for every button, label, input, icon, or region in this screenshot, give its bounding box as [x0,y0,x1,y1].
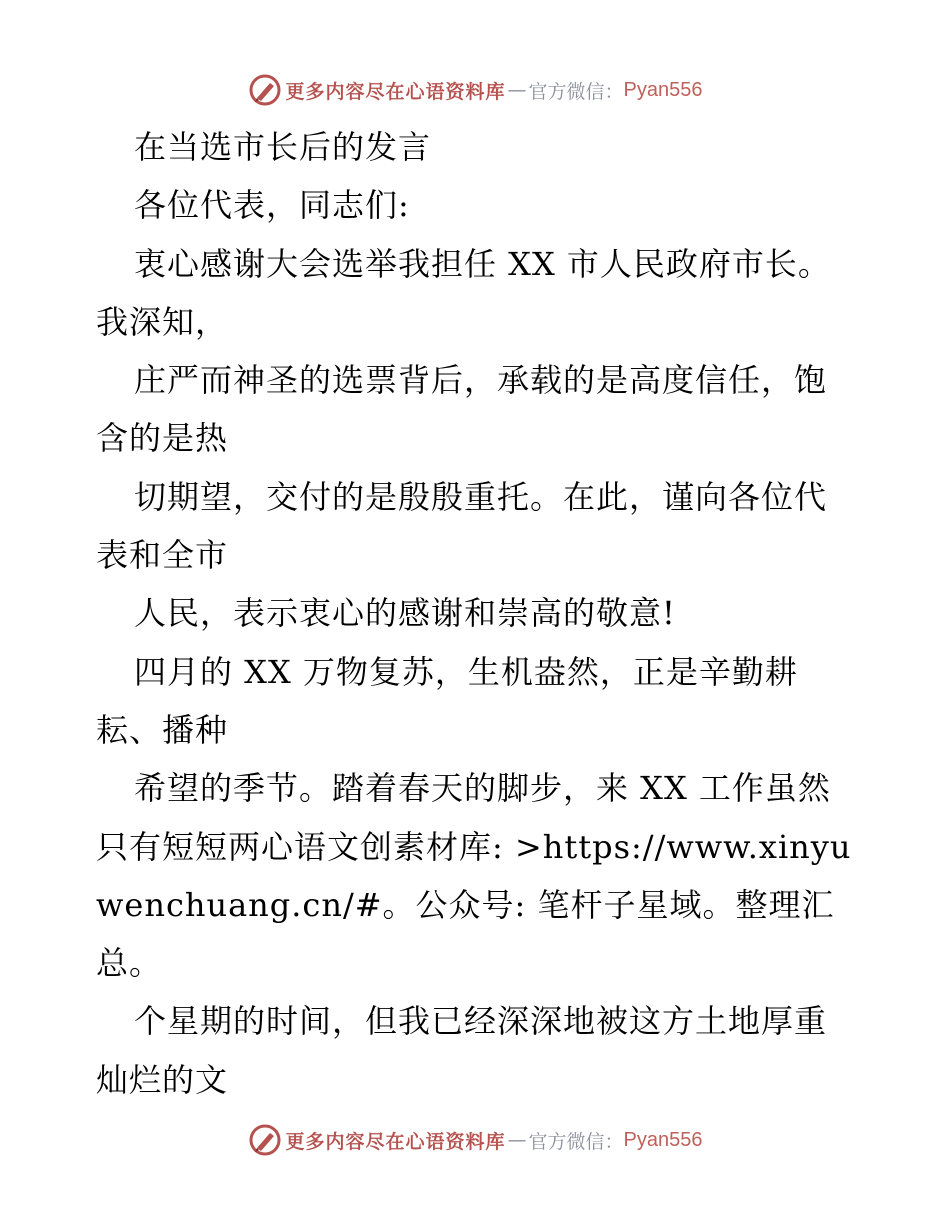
watermark-sub-text: 官方微信： [528,1130,624,1153]
header-watermark [0,70,950,110]
pen-logo-icon [248,1123,282,1157]
paragraph: 衷心感谢大会选举我担任 XX 市人民政府市长。我深知， [96,244,831,341]
document-title: 在当选市长后的发言 [134,128,432,166]
paragraph: 希望的季节。踏着春天的脚步，来 XX 工作虽然只有短短两心语文创素材库: >https://www.xinyuwenchuang.cn/#。公众号: 笔杆子星域。整理汇总。 [96,769,852,983]
footer-watermark [0,1120,950,1160]
watermark-sub-text: 官方微信： [528,80,624,103]
pen-logo-icon [248,73,282,107]
paragraph: 庄严而神圣的选票背后，承载的是高度信任，饱含的是热 [96,361,828,458]
paragraph: 人民，表示衷心的感谢和崇高的敬意! [134,594,676,633]
watermark-dash: — [507,79,527,101]
watermark-main-text: 更多内容尽在心语资料库 [285,1130,506,1153]
watermark-wechat-id: Pyan556 [623,78,703,101]
watermark-dash: — [507,1129,527,1151]
paragraph: 四月的 XX 万物复苏，生机盎然，正是辛勤耕耘、播种 [96,652,798,749]
paragraph: 个星期的时间，但我已经深深地被这方土地厚重灿烂的文 [96,1002,828,1099]
document-body [96,118,856,1109]
salutation: 各位代表，同志们: [134,186,410,225]
paragraph: 切期望，交付的是殷殷重托。在此，谨向各位代表和全市 [96,477,828,575]
watermark-main-text: 更多内容尽在心语资料库 [285,80,506,103]
watermark-wechat-id: Pyan556 [623,1128,703,1151]
